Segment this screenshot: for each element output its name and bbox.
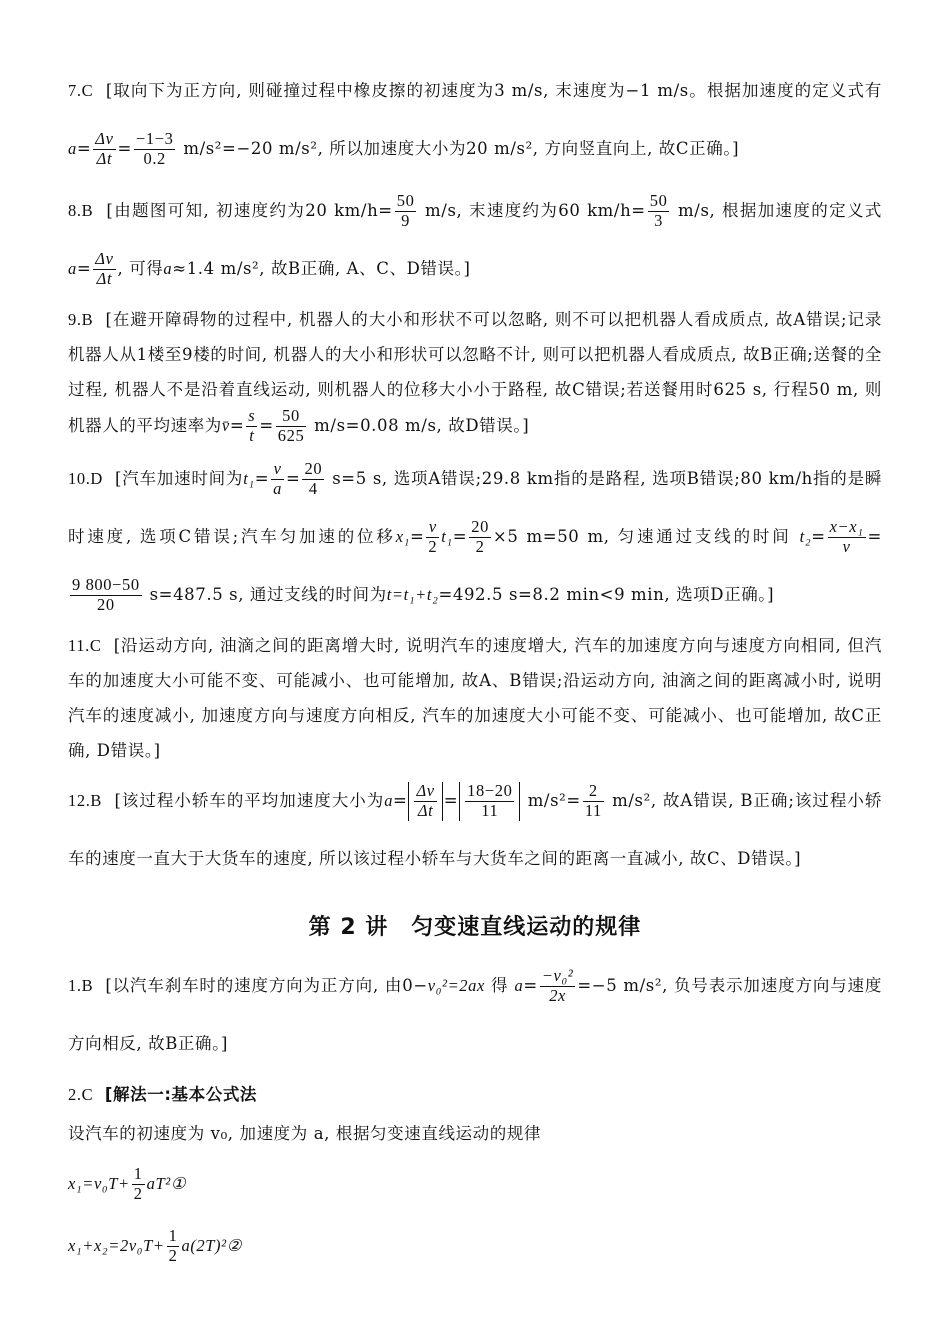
answer-9-fraction-s-t: $\frac{s}{t}$ (248, 406, 256, 445)
section2-answer-1-text-2: 得 (491, 975, 509, 995)
section2-answer-1-expr: v₀²=2ax (427, 975, 485, 995)
answer-10-text-1: [汽车加速时间为 (115, 468, 244, 488)
section-heading: 第 2 讲 匀变速直线运动的规律 (308, 914, 642, 940)
solution-page (68, 62, 882, 1279)
equation-2-half: $\frac{1}{2}$ (168, 1225, 178, 1265)
answer-10-t2: t₂ (799, 526, 812, 546)
answer-10-fraction-1: $\frac{20}{4}$ (304, 458, 323, 498)
section2-answer-1-fraction: $\frac{\text{−v₀²}}{2x}$ (541, 965, 574, 1005)
answer-7-fraction-value: $\frac{-1-3}{0.2}$ (135, 129, 174, 168)
answer-10-text-2: s=5 s, 选项A错误;29.8 km指的是路程, 选项B错误;80 km/h指的是瞬时速度, 选项C错误;汽车匀加速的位移 (68, 468, 882, 546)
answer-8-fraction-dv-dt: $\frac{\Delta v}{\Delta t}$ (95, 249, 114, 288)
section2-answer-2-line-1: 设汽车的初速度为 v₀, 加速度为 a, 根据匀变速直线运动的规律 (68, 1123, 542, 1143)
section2-answer-2-equation-1 (68, 1155, 882, 1213)
answer-12-fraction-2: $\frac{2}{11}$ (584, 780, 602, 820)
answer-12: 12.B [该过程小轿车的平均加速度大小为a= $\frac{\Delta v}{\Delta t}$ = $\frac{18-20}{11}$ m/s²= $\frac{2}{11}$ m/s², 故A错误, B正确;该过程小轿车的速度一直大于大货车的速度, 所以该过程小轿车与大货车之间的距离一直减小, 故C、D错误。] (68, 780, 882, 868)
answer-12-abs-dv-dt (408, 782, 442, 821)
answer-12-text-1: [该过程小轿车的平均加速度大小为 (114, 790, 385, 810)
answer-10-t-expr: t=t₁+t₂ (386, 584, 439, 604)
section2-answer-2-method: [解法一:基本公式法 (104, 1084, 258, 1104)
answer-10-fraction-2: $\frac{20}{2}$ (471, 516, 489, 556)
section2-answer-2-number: 2.C (68, 1084, 94, 1104)
section2-answer-1-text-3: =−5 m/s², 负号表示加速度方向与速度方向相反, 故B正确。] (68, 975, 882, 1053)
answer-11-text-1: [沿运动方向, 油滴之间的距离增大时, 说明汽车的速度增大, 汽车的加速度方向与速度方向相同, 但汽车的加速度大小可能不变、可能减小、也可能增加, 故A、B错误;沿运动方向, 油滴之间的距离减小时, 说明汽车的速度减小, 加速度方向与速度方向相反, 汽车的加速度大小可能不变、可能减小、也可能增加, 故C正确, D错误。] (68, 635, 882, 760)
answer-8-text-4: , 可得 (117, 259, 164, 278)
equation-2-left: x₁+x₂=2v₀T+ (68, 1235, 165, 1255)
equation-1-right: aT²① (146, 1173, 187, 1193)
answer-12-text-2: m/s²= (527, 790, 581, 810)
section2-answer-2 (68, 1077, 882, 1112)
answer-10-fraction-v-2: $\frac{v}{2}$ (428, 516, 438, 556)
answer-9-text-2: m/s=0.08 m/s, 故D错误。] (314, 415, 530, 435)
answer-9-fraction-value: $\frac{50}{625}$ (277, 406, 305, 445)
answer-12-abs-value (459, 782, 520, 821)
answer-10-text-4: s=487.5 s, 通过支线的时间为 (149, 584, 387, 604)
answer-9: 9.B [在避开障碍物的过程中, 机器人的大小和形状不可以忽略, 则不可以把机器人看成质点, 故A错误;记录机器人从1楼至9楼的时间, 机器人的大小和形状可以忽略不计, 则可以把机器人看成质点, 故B正确;送餐的全过程, 机器人不是沿着直线运动, 则机器人的位移大小小于路程, 故C错误;若送餐用时625 s, 行程50 m, 则机器人的平均速率为v̄= $\frac{s}{t}$ = $\frac{50}{625}$ m/s=0.08 m/s, 故D错误。] (68, 310, 882, 445)
section2-answer-1-a: a (514, 975, 524, 995)
equation-2-right: a(2T)²② (181, 1235, 243, 1255)
answer-7-fraction-dv-dt: $\frac{\Delta v}{\Delta t}$ (95, 129, 114, 168)
answer-10-x1: x₁ (395, 526, 410, 546)
answer-8-text-2: m/s, 末速度约为60 km/h= (425, 201, 646, 220)
answer-8: 8.B [由题图可知, 初速度约为20 km/h= $\frac{50}{9}$ m/s, 末速度约为60 km/h= $\frac{50}{3}$ m/s, 根据加速度的定义式 a= $\frac{\Delta v}{\Delta t}$ , 可得a≈1.4 m/s², 故B正确, A、C、D错误。] (68, 191, 882, 288)
answer-10-fraction-v-a: $\frac{v}{a}$ (273, 458, 283, 498)
answer-12-number: 12.B (68, 790, 103, 810)
equation-1-left: x₁=v₀T+ (68, 1173, 130, 1193)
answer-11-number: 11.C (68, 635, 102, 655)
answer-10-t1: t₁ (243, 468, 255, 488)
answer-9-number: 9.B (68, 310, 94, 329)
answer-10-fraction-3: $\frac{\text{x−x₁}}{v}$ (829, 516, 864, 556)
answer-8-a: a (68, 259, 77, 278)
answer-11 (68, 628, 882, 768)
answer-10: 10.D [汽车加速时间为t₁= $\frac{v}{a}$ = $\frac{20}{4}$ s=5 s, 选项A错误;29.8 km指的是路程, 选项B错误;80 km/h指的是瞬时速度, 选项C错误;汽车匀加速的位移x₁= $\frac{v}{2}$ t₁= $\frac{20}{2}$ ×5 m=50 m, 匀速通过支线的时间 t₂= $\frac{\text{x−x₁}}{v}$ = $\frac{9 800-50}{20}$ s=487.5 s, 通过支线的时间为t=t₁+t₂=492.5 s=8.2 min<9 min, 选项D正确。] (68, 458, 882, 614)
answer-10-fraction-4: $\frac{9 800-50}{20}$ (72, 574, 140, 614)
answer-8-a2: a (163, 259, 173, 278)
answer-7-text-1: [取向下为正方向, 则碰撞过程中橡皮擦的初速度为3 m/s, 末速度为−1 m/s。根据加速度的定义式有 (105, 81, 882, 100)
answer-7-text-2: m/s²=−20 m/s², 所以加速度大小为20 m/s², 方向竖直向上, 故C正确。] (183, 139, 740, 158)
answer-8-text-5: ≈1.4 m/s², 故B正确, A、C、D错误。] (172, 259, 471, 278)
answer-10-text-3: ×5 m=50 m, 匀速通过支线的时间 (492, 526, 792, 546)
answer-12-a: a (384, 790, 394, 810)
answer-9-vbar: v̄ (221, 415, 230, 435)
answer-8-text-3: m/s, 根据加速度的定义式 (678, 201, 882, 220)
answer-8-fraction-1: $\frac{50}{9}$ (396, 191, 415, 230)
answer-7-number: 7.C (68, 81, 94, 100)
answer-10-number: 10.D (68, 468, 103, 488)
answer-8-fraction-2: $\frac{50}{3}$ (649, 191, 668, 230)
answer-7: 7.C [取向下为正方向, 则碰撞过程中橡皮擦的初速度为3 m/s, 末速度为−1 m/s。根据加速度的定义式有 a= $\frac{\Delta v}{\Delta t}$ = $\frac{-1-3}{0.2}$ m/s²=−20 m/s², 所以加速度大小为20 m/s², 方向竖直向上, 故C正确。] (68, 81, 882, 168)
section2-answer-1: 1.B [以汽车刹车时的速度方向为正方向, 由0−v₀²=2ax 得 a= $\frac{\text{−v₀²}}{2x}$ =−5 m/s², 负号表示加速度方向与速度方向相反, 故B正确。] (68, 965, 882, 1053)
equation-1-half: $\frac{1}{2}$ (133, 1163, 143, 1203)
answer-12-fraction-dv-dt: $\frac{\Delta v}{\Delta t}$ (416, 780, 435, 820)
answer-9-text-1: [在避开障碍物的过程中, 机器人的大小和形状不可以忽略, 则不可以把机器人看成质点, 故A错误;记录机器人从1楼至9楼的时间, 机器人的大小和形状可以忽略不计, 则可以把机器人看成质点, 故B正确;送餐的全过程, 机器人不是沿着直线运动, 则机器人的位移大小小于路程, 故C错误;若送餐用时625 s, 行程50 m, 则机器人的平均速率为 (68, 310, 882, 435)
section2-answer-1-text-1: [以汽车刹车时的速度方向为正方向, 由0− (105, 975, 428, 995)
answer-7-a: a (68, 139, 77, 158)
section2-answer-1-number: 1.B (68, 975, 94, 995)
answer-10-t1-b: t₁ (441, 526, 453, 546)
answer-12-fraction-value: $\frac{18-20}{11}$ (467, 780, 513, 820)
section2-answer-2-equation-2 (68, 1217, 882, 1275)
answer-12-text-3: m/s², 故A错误, B正确;该过程小轿车的速度一直大于大货车的速度, 所以该过程小轿车与大货车之间的距离一直减小, 故C、D错误。] (68, 790, 882, 868)
answer-8-number: 8.B (68, 201, 94, 220)
answer-10-text-5: =492.5 s=8.2 min<9 min, 选项D正确。] (438, 584, 775, 604)
answer-8-text-1: [由题图可知, 初速度约为20 km/h= (106, 201, 393, 220)
